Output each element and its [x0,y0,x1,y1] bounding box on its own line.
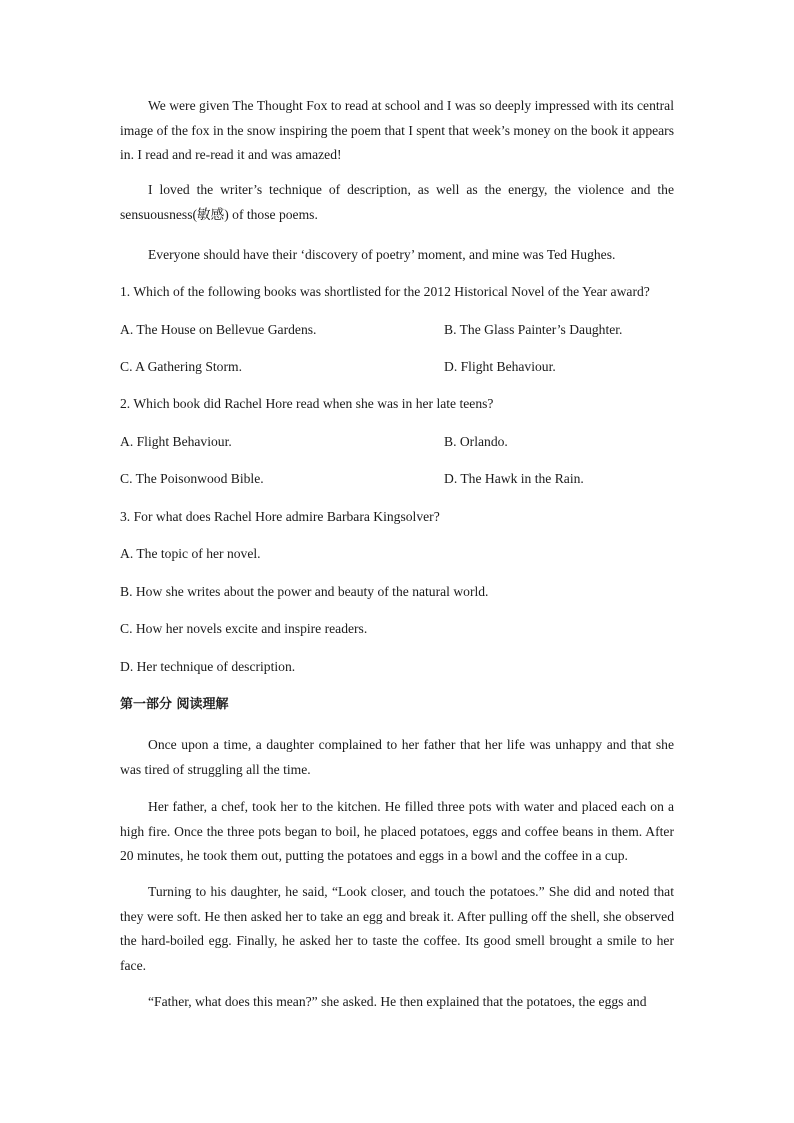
question-1-option-a: A. The House on Bellevue Gardens. [120,322,317,337]
question-1-option-d: D. Flight Behaviour. [444,359,556,374]
story-paragraph-4: “Father, what does this mean?” she asked. He then explained that the potatoes, the eggs and [148,994,647,1009]
passage-top-paragraph-1: We were given The Thought Fox to read at school and I was so deeply impressed with its central image of the fox in the snow inspiring the poem that I spent that week’s money on the book it appears in. I read and re-read it and was amazed! [120,98,674,162]
passage-top-paragraph-2: I loved the writer’s technique of description, as well as the energy, the violence and the sensuousness(敏感) of those poems. [120,182,674,222]
section-heading: 第一部分 阅读理解 [120,697,229,712]
story-paragraph-2: Her father, a chef, took her to the kitchen. He filled three pots with water and placed each on a high fire. Once the three pots began to boil, he placed potatoes, eggs and coffee beans in them. After 20 minutes, he took them out, putting the potatoes and eggs in a bowl and the coffee in a cup. [120,799,674,863]
question-2-option-c: C. The Poisonwood Bible. [120,471,264,486]
question-2-option-a: A. Flight Behaviour. [120,434,232,449]
question-2-option-b: B. Orlando. [444,434,508,449]
story-paragraph-1: Once upon a time, a daughter complained to her father that her life was unhappy and that she was tired of struggling all the time. [120,737,674,777]
question-2-option-d: D. The Hawk in the Rain. [444,471,584,486]
story-paragraph-3: Turning to his daughter, he said, “Look closer, and touch the potatoes.” She did and noted that they were soft. He then asked her to take an egg and break it. After pulling off the shell, she observed the hard-boiled egg. Finally, he asked her to taste the coffee. Its good smell brought a smile to her face. [120,884,674,973]
question-3-option-c: C. How her novels excite and inspire readers. [120,621,368,636]
question-1-stem: 1. Which of the following books was shortlisted for the 2012 Historical Novel of the Year award? [120,284,650,299]
question-2-stem: 2. Which book did Rachel Hore read when she was in her late teens? [120,396,494,411]
question-3-option-d: D. Her technique of description. [120,659,296,674]
question-1-option-c: C. A Gathering Storm. [120,359,242,374]
passage-top-paragraph-3: Everyone should have their ‘discovery of poetry’ moment, and mine was Ted Hughes. [148,247,616,262]
question-1-option-b: B. The Glass Painter’s Daughter. [444,322,623,337]
question-3-option-a: A. The topic of her novel. [120,546,261,561]
question-3-stem: 3. For what does Rachel Hore admire Barbara Kingsolver? [120,509,440,524]
question-3-option-b: B. How she writes about the power and beauty of the natural world. [120,584,489,599]
